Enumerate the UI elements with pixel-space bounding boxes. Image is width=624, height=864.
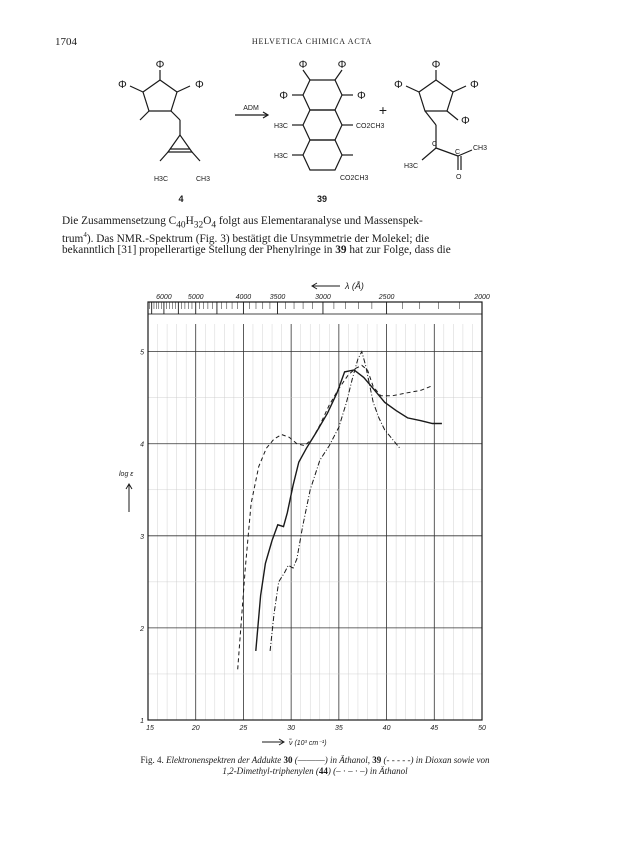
phenyl-label: Φ	[470, 79, 479, 91]
top-tick-label: 6000	[156, 294, 172, 301]
x-tick-label: 40	[382, 725, 391, 732]
label-c: C	[455, 149, 461, 156]
top-tick-label: 4000	[235, 294, 252, 301]
y-tick-label: 2	[140, 625, 144, 633]
label-h3c: H3C	[154, 176, 169, 183]
label-h3c: H3C	[273, 123, 288, 130]
x-axis-label: ν̃ (10³ cm⁻¹)	[289, 740, 327, 747]
top-axis-label: λ (Å)	[345, 281, 364, 291]
x-tick-label: 35	[334, 725, 343, 732]
label-co2ch3: CO2CH3	[356, 123, 385, 130]
label-ch3: CH3	[196, 176, 211, 183]
series-line-solid	[256, 370, 442, 651]
top-tick-label: 2000	[474, 294, 490, 301]
reagent-label: ADM	[243, 105, 259, 112]
phenyl-label: Φ	[195, 79, 204, 91]
journal-header: HELVETICA CHIMICA ACTA	[251, 37, 373, 46]
label-o: O	[456, 174, 462, 181]
compound-number-39: 39	[316, 194, 328, 204]
phenyl-label: Φ	[155, 59, 165, 71]
y-tick-label: 3	[140, 533, 144, 541]
y-tick-label: 5	[140, 349, 144, 357]
phenyl-label: Φ	[279, 90, 288, 102]
spectrum-chart	[0, 272, 624, 752]
x-tick-label: 30	[287, 725, 296, 732]
figure-caption: Fig. 4. Elektronenspektren der Addukte 30 (———) in Äthanol, 39 (- - - - -) in Dioxan sowie von 1,2-Dimethyl-triphenylen (44) (– · – · –) in Äthanol	[140, 755, 490, 776]
wavelength-ruler	[148, 302, 482, 314]
phenyl-label: Φ	[461, 115, 470, 127]
phenyl-label: Φ	[431, 59, 441, 71]
y-tick-label: 1	[140, 718, 144, 725]
phenyl-label: Φ	[298, 59, 308, 71]
phenyl-label: Φ	[394, 79, 403, 91]
label-h3c: H3C	[273, 153, 288, 160]
top-tick-label: 2500	[378, 294, 395, 301]
x-tick-label: 50	[478, 725, 486, 732]
label-ch3: CH3	[473, 145, 488, 152]
label-h3c: H3C	[404, 163, 419, 170]
x-tick-label: 25	[239, 725, 248, 732]
top-tick-label: 3500	[269, 294, 286, 301]
y-tick-label: 4	[140, 441, 144, 449]
phenyl-label: Φ	[118, 79, 127, 91]
reaction-scheme	[0, 50, 624, 210]
page-number: 1704	[55, 36, 77, 48]
label-co2ch3: CO2CH3	[340, 175, 369, 182]
body-text-line: Die Zusammensetzung $C_{40}H_{32}O_4$ folgt aus Elementaranalyse und Massenspek-	[62, 215, 423, 231]
body-text-line: bekanntlich [31] propellerartige Stellung der Phenylringe in 39 hat zur Folge, dass die	[62, 244, 451, 256]
top-tick-label: 3000	[315, 294, 331, 301]
body-text-line: trum$^4$). Das NMR.-Spektrum (Fig. 3) bestätigt die Unsymmetrie der Molekel; die	[62, 231, 430, 245]
top-tick-label: 5000	[187, 294, 204, 301]
phenyl-label: Φ	[357, 90, 366, 102]
phenyl-label: Φ	[337, 59, 347, 71]
x-tick-label: 15	[146, 725, 154, 732]
compound-number-4: 4	[178, 194, 184, 204]
label-c: C	[432, 141, 438, 148]
x-tick-label: 20	[191, 725, 200, 732]
plus-sign: +	[378, 102, 388, 118]
plot-frame	[148, 302, 482, 720]
x-tick-label: 45	[430, 725, 439, 732]
y-axis-label: log ε	[119, 471, 134, 478]
series-line-dashed	[238, 365, 433, 669]
